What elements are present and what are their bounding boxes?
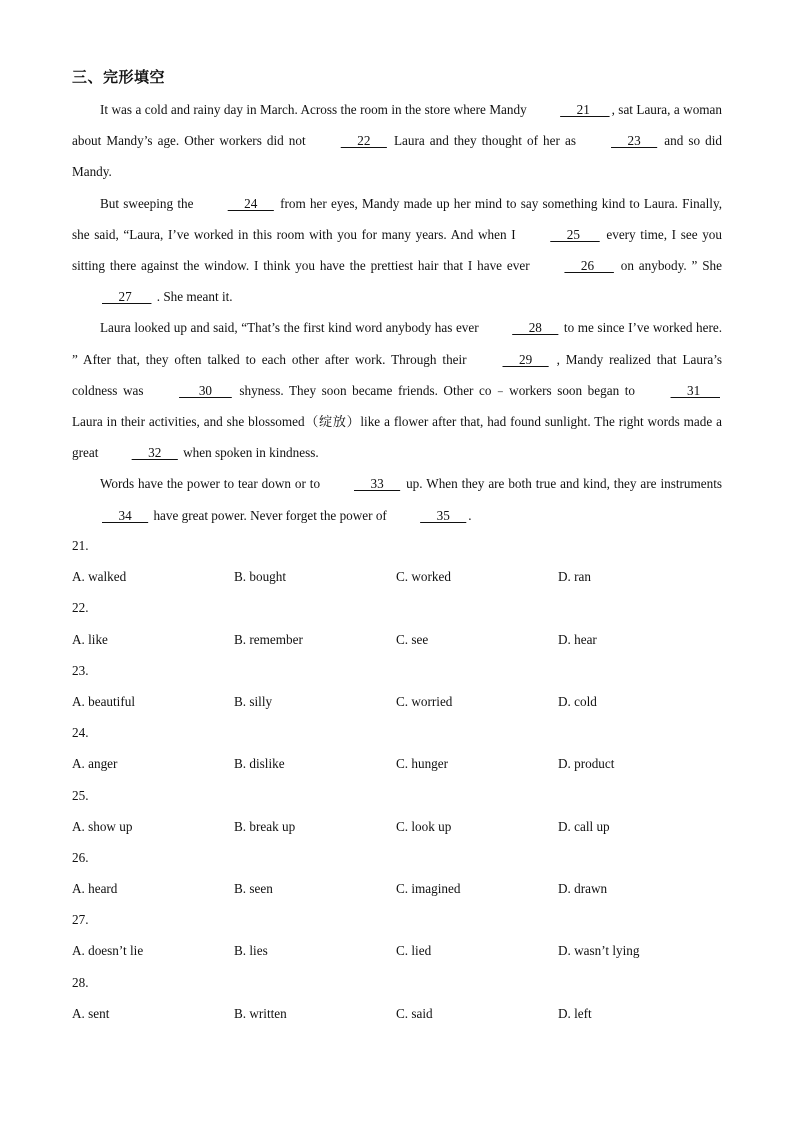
question-23 [72,655,722,717]
blank-24: 24 [227,195,274,211]
text: It was a cold and rainy day in March. Across the room in the store where Mandy [100,102,531,117]
text: up. When they are both true and kind, they are instruments [402,476,722,492]
question-number: 27. [72,912,89,928]
question-26 [72,842,722,904]
option-c[interactable]: C. worked [396,569,451,585]
option-d[interactable]: D. drawn [558,881,608,897]
text: Laura in their activities, and she blossomed（绽放）like a flower after that, had found sunlight. The right words made a great [72,414,722,461]
question-28 [72,967,722,1029]
option-c[interactable]: C. lied [396,943,432,959]
question-25 [72,780,722,842]
options-row [72,624,722,655]
blank-27: 27 [102,289,152,305]
option-c[interactable]: C. look up [396,818,452,834]
option-a[interactable]: A. heard [72,881,118,897]
question-number: 22. [72,600,89,616]
option-a[interactable]: A. anger [72,756,118,772]
options-row [72,561,722,592]
option-d[interactable]: D. wasn’t lying [558,943,640,959]
text: every time, I see you sitting there against the window. I think you have the prettiest hair that I have ever [72,226,722,274]
question-number: 25. [72,787,89,803]
blank-22: 22 [340,133,387,149]
blank-29: 29 [502,351,549,367]
options-row [72,811,722,842]
blank-32: 32 [131,445,178,461]
options-row [72,998,722,1029]
option-b[interactable]: B. silly [234,693,273,709]
question-number: 21. [72,538,89,553]
text: shyness. They soon became friends. Other co﹣workers soon began to [233,382,641,398]
text: when spoken in kindness. [179,445,319,461]
blank-25: 25 [550,226,600,242]
option-a[interactable]: A. walked [72,569,127,585]
text: have great power. Never forget the power of [150,507,391,523]
option-d[interactable]: D. cold [558,693,597,709]
blank-31: 31 [670,382,720,398]
option-b[interactable]: B. remember [234,631,303,647]
option-b[interactable]: B. dislike [234,756,285,772]
text: to me since I’ve worked here. ” After that, they often talked to each other after work. Through their [72,320,723,367]
option-a[interactable]: A. beautiful [72,693,135,709]
option-c[interactable]: C. see [396,631,429,647]
section-title: 三、完形填空 [72,68,166,86]
text: But sweeping the [100,195,198,211]
text: . She meant it. [153,289,233,305]
cloze-passage [72,94,722,531]
options-row [72,935,722,966]
blank-34: 34 [102,507,149,523]
text: . [468,507,472,523]
option-b[interactable]: B. written [234,1005,287,1021]
question-21 [72,530,722,592]
question-27 [72,904,722,966]
text: Words have the power to tear down or to [100,476,324,492]
blank-35: 35 [420,507,467,523]
option-c[interactable]: C. said [396,1005,433,1021]
option-a[interactable]: A. sent [72,1005,110,1021]
paragraph-3 [72,312,722,468]
blank-23: 23 [611,133,658,149]
text: and so did Mandy. [72,133,723,180]
option-c[interactable]: C. worried [396,693,453,709]
blank-21: 21 [560,102,610,117]
option-b[interactable]: B. seen [234,881,273,897]
options-row [72,748,722,779]
option-a[interactable]: A. like [72,631,108,647]
option-d[interactable]: D. ran [558,569,591,585]
options-row [72,873,722,904]
blank-26: 26 [564,258,614,274]
option-c[interactable]: C. hunger [396,756,449,772]
question-number: 23. [72,662,89,678]
option-b[interactable]: B. lies [234,943,268,959]
option-d[interactable]: D. left [558,1005,592,1021]
option-b[interactable]: B. break up [234,818,296,834]
text: Laura looked up and said, “That’s the first kind word anybody has ever [100,320,483,336]
option-a[interactable]: A. show up [72,818,133,834]
option-d[interactable]: D. call up [558,818,610,834]
question-22 [72,592,722,654]
text: Laura and they thought of her as [388,133,582,149]
option-c[interactable]: C. imagined [396,881,461,897]
paragraph-2 [72,188,722,313]
question-number: 26. [72,849,89,865]
text: on anybody. ” She [615,258,722,274]
options-row [72,686,722,717]
text: from her eyes, Mandy made up her mind to say something kind to Laura. Finally, she said, “Laura, I’ve worked in this room with you for many years. And when I [72,195,722,242]
blank-30: 30 [179,382,232,398]
paragraph-4 [72,468,722,530]
question-number: 28. [72,974,89,990]
question-number: 24. [72,725,89,741]
paragraph-1 [72,94,722,188]
option-d[interactable]: D. hear [558,631,597,647]
text: , sat Laura, a woman about Mandy’s age. Other workers did not [72,102,722,149]
option-a[interactable]: A. doesn’t lie [72,943,144,959]
question-24 [72,717,722,779]
option-b[interactable]: B. bought [234,569,287,585]
text: , Mandy realized that Laura’s coldness was [72,351,722,398]
option-d[interactable]: D. product [558,756,615,772]
blank-33: 33 [354,476,401,492]
blank-28: 28 [512,320,559,336]
question-list [72,530,722,1029]
